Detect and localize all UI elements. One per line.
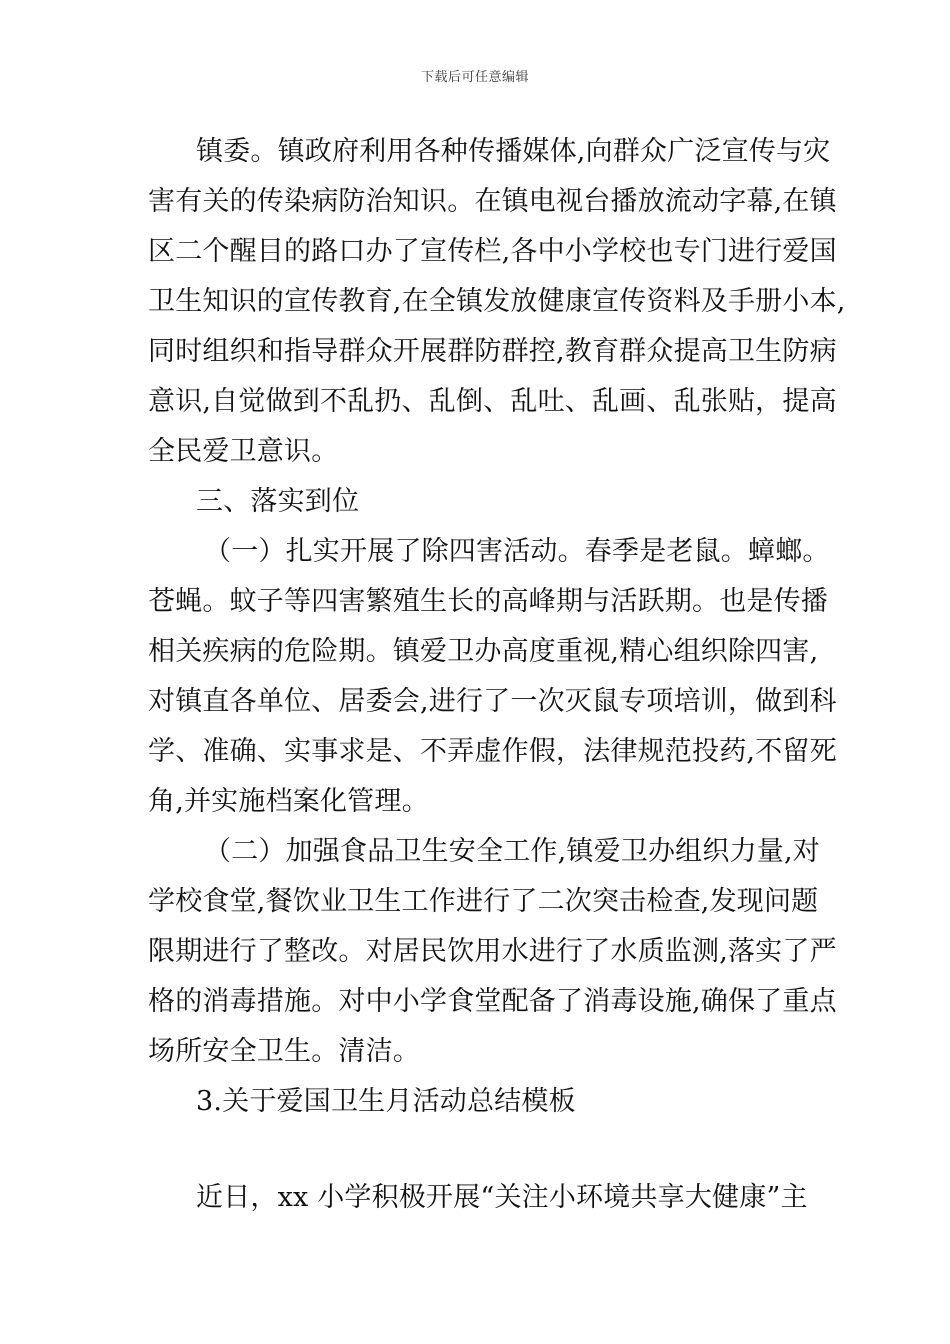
paragraph-line: （一）扎实开展了除四害活动。春季是老鼠。蟑螂。 (204, 536, 830, 567)
paragraph-line: 同时组织和指导群众开展群防群控,教育群众提高卫生防病 (148, 336, 837, 367)
paragraph-line: 格的消毒措施。对中小学食堂配备了消毒设施,确保了重点 (148, 986, 837, 1017)
paragraph-line: 害有关的传染病防治知识。在镇电视台播放流动字幕,在镇 (148, 186, 837, 217)
paragraph-line: （二）加强食品卫生安全工作,镇爱卫办组织力量,对 (204, 836, 820, 867)
paragraph-line: 学校食堂,餐饮业卫生工作进行了二次突击检查,发现问题 (148, 886, 819, 917)
paragraph-line: 区二个醒目的路口办了宣传栏,各中小学校也专门进行爱国 (148, 236, 837, 267)
paragraph-line: 场所安全卫生。清洁。 (148, 1036, 420, 1067)
paragraph-line: 限期进行了整改。对居民饮用水进行了水质监测,落实了严 (148, 936, 837, 967)
paragraph-line: 学、准确、实事求是、不弄虚作假，法律规范投药,不留死 (148, 736, 837, 767)
section-heading: 3.关于爱国卫生月活动总结模板 (196, 1086, 576, 1117)
paragraph-line: 角,并实施档案化管理。 (148, 786, 429, 817)
paragraph-line: 意识,自觉做到不乱扔、乱倒、乱吐、乱画、乱张贴，提高 (148, 386, 837, 417)
paragraph-line: 卫生知识的宣传教育,在全镇发放健康宣传资料及手册小本, (148, 286, 846, 317)
section-heading: 三、落实到位 (196, 486, 360, 517)
paragraph-line: 近日，xx 小学积极开展“关注小环境共享大健康”主 (196, 1182, 808, 1213)
paragraph-line: 苍蝇。蚊子等四害繁殖生长的高峰期与活跃期。也是传播 (148, 586, 828, 617)
page-header-note: 下载后可任意编辑 (420, 70, 529, 85)
paragraph-line: 对镇直各单位、居委会,进行了一次灭鼠专项培训，做到科 (148, 686, 837, 717)
paragraph-line: 镇委。镇政府利用各种传播媒体,向群众广泛宣传与灾 (196, 136, 831, 167)
paragraph-line: 相关疾病的危险期。镇爱卫办高度重视,精心组织除四害, (148, 636, 819, 667)
paragraph-line: 全民爱卫意识。 (148, 436, 339, 467)
